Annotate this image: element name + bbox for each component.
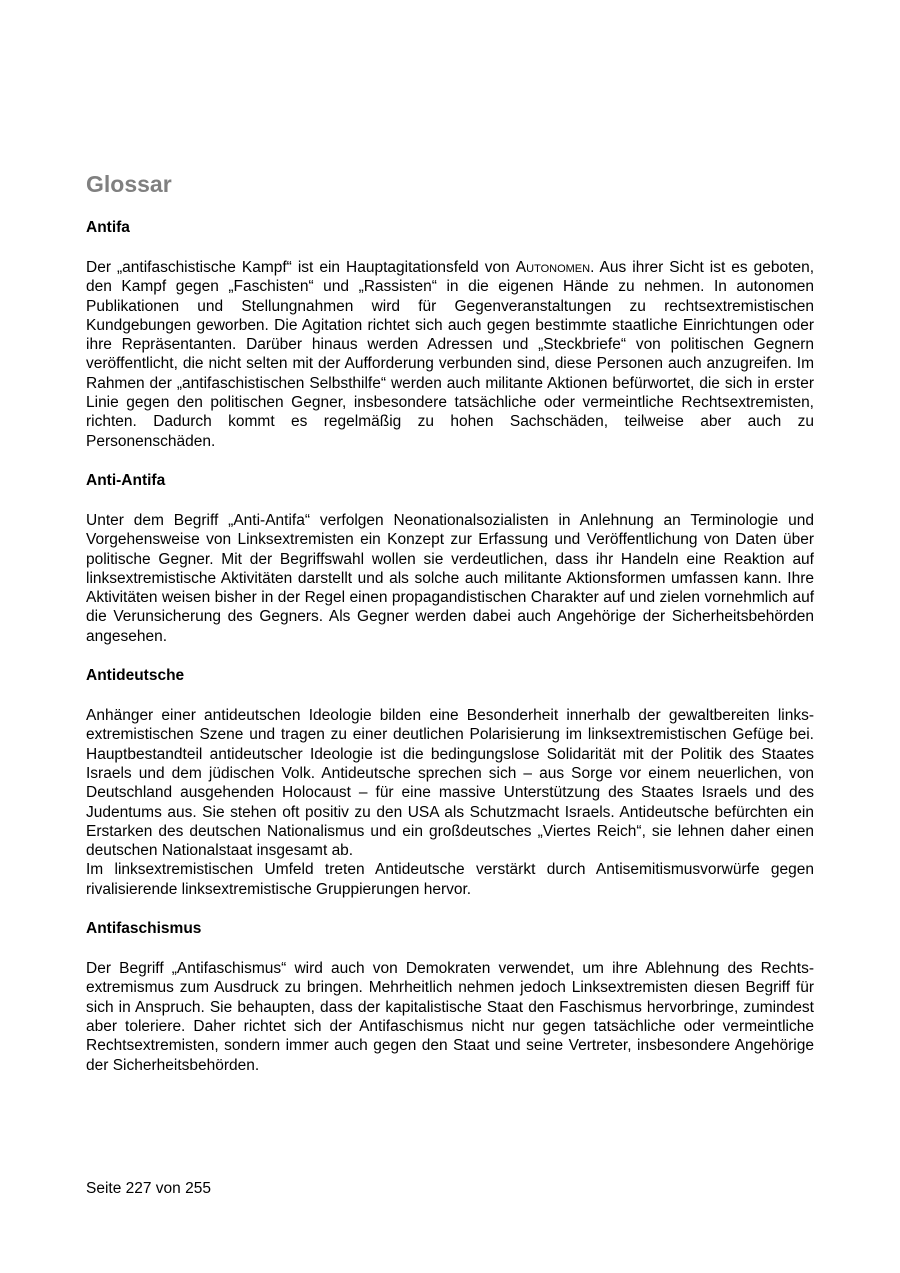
- entry-text: [86, 258, 814, 451]
- glossary-content: [86, 218, 814, 1095]
- glossary-entry-antifaschismus: [86, 919, 814, 1075]
- entry-text-part: Der „antifaschistische Kampf“ ist ein Hauptagitationsfeld von: [86, 259, 516, 276]
- glossary-entry-antifa: [86, 218, 814, 451]
- glossary-entry-antideutsche: [86, 666, 814, 899]
- entry-text-part: . Aus ihrer Sicht ist es geboten, den Kampf gegen „Faschisten“ und „Rassisten“ in die eigenen Hände zu nehmen. In autonomen Publikationen und Stellungnahmen wird für Gegenveranstaltungen zu rechtsextremistischen Kundgebungen geworben. Die Agitation richtet sich auch gegen bestimmte staatliche Einrichtungen oder ihre Repräsentanten. Darüber hinaus werden Adressen und „Steckbriefe“ von politischen Gegnern veröffentlicht, die nicht selten mit der Aufforderung verbunden sind, diese Personen auch anzugreifen. Im Rahmen der „antifaschistischen Selbsthilfe“ werden auch militante Aktionen befürwortet, die sich in erster Linie gegen den politischen Gegner, insbesondere tatsächliche oder vermeintliche Rechtsextremisten, richten. Dadurch kommt es regelmäßig zu hohen Sachschäden, teilweise aber auch zu Personenschäden.: [86, 259, 814, 450]
- entry-text: Unter dem Begriff „Anti-Antifa“ verfolgen Neonationalsozialisten in Anlehnung an Terminologie und Vorgehensweise von Linksextremisten ein Konzept zur Erfassung und Veröffentlichung von Daten über politische Gegner. Mit der Begriffswahl wollen sie verdeutlichen, dass ihr Handeln eine Reaktion auf linksextremistische Aktivitäten darstellt und als solche auch militante Aktionsformen umfassen kann. Ihre Aktivitäten weisen bisher in der Regel einen propagandistischen Charakter auf und zielen vornehmlich auf die Verunsicherung des Gegners. Als Gegner werden dabei auch Angehörige der Sicherheitsbehörden angesehen.: [86, 511, 814, 645]
- page-number: Seite 227 von 255: [86, 1180, 211, 1197]
- entry-term: Anti-Antifa: [86, 471, 166, 489]
- entry-term: Antifa: [86, 219, 130, 236]
- entry-term: Antideutsche: [86, 667, 185, 685]
- entry-text: Der Begriff „Antifaschismus“ wird auch von Demokraten verwendet, um ihre Ablehnung des Rechtsextremismus zum Ausdruck zu bringen. Mehrheitlich nehmen jedoch Linksextremisten diesen Begriff für sich in Anspruch. Sie behaupten, dass der kapitalistische Staat den Faschismus hervorbringe, zumindest aber toleriere. Daher richtet sich der Antifaschismus nicht nur gegen tatsächliche oder vermeintliche Rechtsextremisten, sondern immer auch gegen den Staat und seine Vertreter, insbesondere Angehörige der Sicherheitsbehörden.: [86, 960, 814, 1074]
- entry-text: Anhänger einer antideutschen Ideologie bilden eine Besonderheit innerhalb der gewaltbereiten linksextremistischen Szene und tragen zu einer deutlichen Polarisierung im linksextremistischen Gefüge bei. Hauptbestandteil antideutscher Ideologie ist die bedingungslose Solidarität mit der Politik des Staates Israels und dem jüdischen Volk. Antideutsche sprechen sich – aus Sorge vor einem neuerlichen, von Deutschland ausgehenden Holocaust – für eine massive Unterstützung des Staates Israels und des Judentums aus. Sie stehen oft positiv zu den USA als Schutzmacht Israels. Antideutsche befürchten ein Erstarken des deutschen Nationalismus und ein großdeutsches „Viertes Reich“, sie lehnen daher einen deutschen Nationalstaat insgesamt ab.: [86, 707, 814, 860]
- cross-reference-term: Autonomen: [515, 259, 591, 276]
- entry-term: Antifaschismus: [86, 920, 202, 938]
- glossary-entry-anti-antifa: [86, 471, 814, 646]
- entry-text-continued: Im linksextremistischen Umfeld treten Antideutsche verstärkt durch Antisemitismusvorwürfe gegen rivalisierende linksextremistische Gruppierungen hervor.: [86, 861, 814, 898]
- page-title: Glossar: [86, 171, 172, 197]
